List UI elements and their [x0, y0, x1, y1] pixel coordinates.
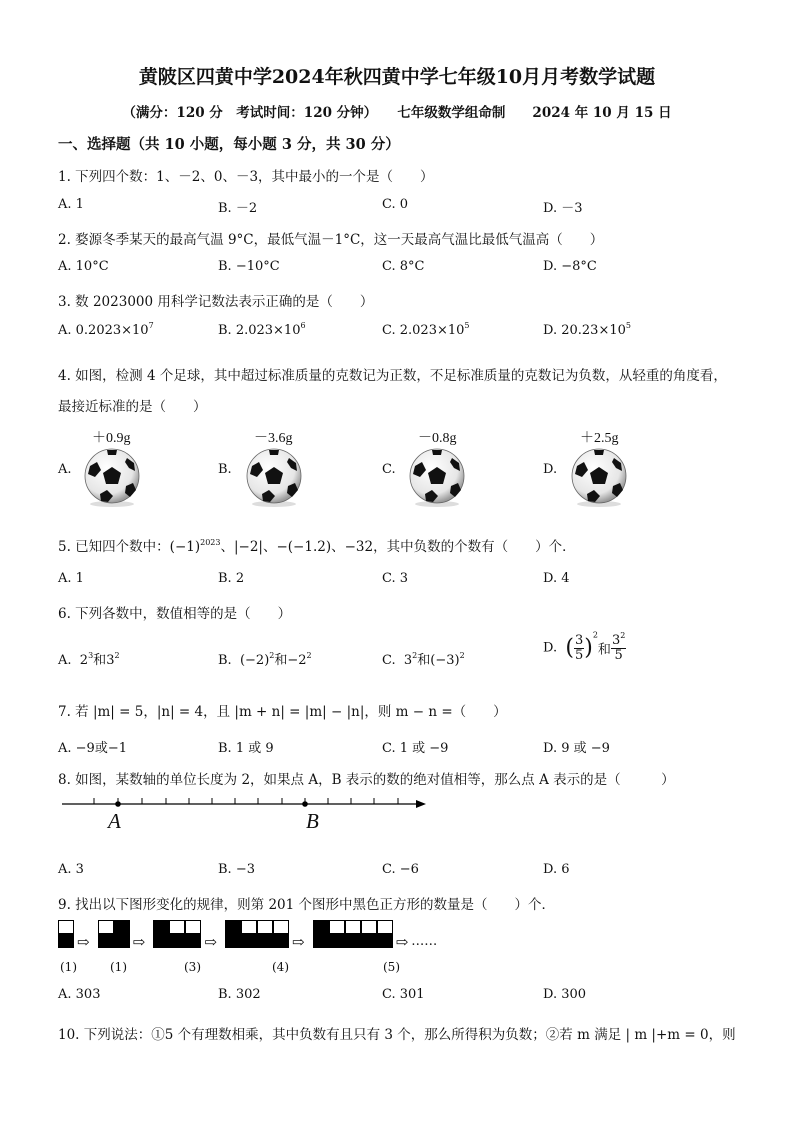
q5-option-c: C. 3 — [382, 571, 409, 586]
q8-option-c: C. −6 — [382, 862, 419, 877]
point-a-dot — [115, 801, 121, 807]
q1-option-c: C. 0 — [382, 197, 409, 212]
q9-option-c: C. 301 — [382, 987, 425, 1002]
figure-1-caption: (1) — [60, 960, 77, 974]
q2-option-c: C. 8°C — [382, 259, 425, 274]
figure-3 — [153, 920, 201, 948]
q6-option-b: B. $(-2)^2$和$-2^2$ — [218, 651, 312, 668]
q9-option-d: D. 300 — [543, 987, 587, 1002]
exam-subtitle: （满分：120 分 考试时间：120 分钟） 七年级数学组命制 2024 年 10 月 15 日 — [122, 105, 672, 121]
q1-option-d: D. －3 — [543, 201, 583, 216]
question-4-stem-line2: 最接近标准的是（ ） — [58, 399, 207, 415]
point-b-dot — [302, 801, 308, 807]
q4-option-a: A. — [58, 462, 72, 477]
q6-option-a: A. $2^3$和$3^2$ — [58, 651, 120, 668]
q4-option-d: D. — [543, 462, 558, 477]
figure-5 — [313, 920, 393, 948]
figure-4-caption: (4) — [272, 960, 289, 974]
soccer-ball-b — [242, 446, 306, 508]
q3-option-a: A. $0.2023\times 10^7$ — [58, 321, 154, 338]
question-6-stem: 6. 下列各数中，数值相等的是（ ） — [58, 606, 292, 622]
question-2-stem: 2. 婺源冬季某天的最高气温 9°C，最低气温－1°C，这一天最高气温比最低气温高（ ） — [58, 232, 604, 248]
q6-option-c: C. $3^2$和$(-3)^2$ — [382, 651, 465, 668]
q1-option-a: A. 1 — [58, 197, 84, 212]
q5-option-a: A. 1 — [58, 571, 84, 586]
question-4-stem-line1: 4. 如图，检测 4 个足球，其中超过标准质量的克数记为正数，不足标准质量的克数记为负数，从轻重的角度看， — [58, 368, 727, 384]
figure-3-caption: (3) — [184, 960, 201, 974]
q6-option-d: D. ( $\frac{3}{5}$ )$^2$和 $\frac{3^2}{5}$ — [543, 630, 626, 663]
soccer-ball-a — [80, 446, 144, 508]
q3-option-c: C. $2.023\times 10^5$ — [382, 321, 470, 338]
question-8-stem: 8. 如图，某数轴的单位长度为 2，如果点 A，B 表示的数的绝对值相等，那么点 A 表示的是（ ） — [58, 772, 675, 788]
q8-option-d: D. 6 — [543, 862, 570, 877]
q7-option-d: D. 9 或 −9 — [543, 741, 610, 756]
q5-option-b: B. 2 — [218, 571, 245, 586]
ball-a-weight: ＋0.9g — [92, 431, 131, 446]
q7-option-a: A. −9或−1 — [58, 741, 127, 756]
question-3-stem: 3. 数 2023000 用科学记数法表示正确的是（ ） — [58, 294, 374, 310]
point-b-label: B — [306, 809, 319, 833]
q3-option-b: B. $2.023\times 10^6$ — [218, 321, 306, 338]
q3-option-d: D. $20.23\times 10^5$ — [543, 321, 631, 338]
pattern-figures: ⇨ ⇨ ⇨ ⇨ ⇨ …… — [58, 920, 437, 948]
figure-1 — [58, 920, 74, 948]
figure-2-caption: (1) — [110, 960, 127, 974]
question-5-stem: 5. 已知四个数中：$(-1)^{2023}$、|−2|、−(−1.2)、−32，其中负数的个数有（ ）个． — [58, 538, 576, 555]
q7-option-b: B. 1 或 9 — [218, 741, 274, 756]
q8-option-a: A. 3 — [58, 862, 84, 877]
question-9-stem: 9. 找出以下图形变化的规律，则第 201 个图形中黑色正方形的数量是（ ）个． — [58, 897, 556, 913]
figure-5-caption: (5) — [383, 960, 400, 974]
q2-option-d: D. −8°C — [543, 259, 597, 274]
figure-2 — [98, 920, 130, 948]
q9-option-a: A. 303 — [58, 987, 101, 1002]
q5-option-d: D. 4 — [543, 571, 570, 586]
ball-d-weight: ＋2.5g — [580, 431, 619, 446]
ball-b-weight: －3.6g — [254, 431, 293, 446]
section-heading: 一、选择题（共 10 小题，每小题 3 分，共 30 分） — [58, 136, 400, 153]
question-10-stem: 10. 下列说法：①5 个有理数相乘，其中负数有且只有 3 个，那么所得积为负数；②若 m 满足 | m |+m = 0，则 — [58, 1027, 736, 1043]
q9-option-b: B. 302 — [218, 987, 261, 1002]
soccer-ball-d — [567, 446, 631, 508]
q4-option-b: B. — [218, 462, 232, 477]
exam-title: 黄陂区四黄中学2024年秋四黄中学七年级10月月考数学试题 — [138, 66, 656, 88]
ball-c-weight: －0.8g — [418, 431, 457, 446]
q7-option-c: C. 1 或 −9 — [382, 741, 449, 756]
question-1-stem: 1. 下列四个数：1、－2、0、－3，其中最小的一个是（ ） — [58, 169, 434, 185]
point-a-label: A — [108, 809, 121, 833]
figure-4 — [225, 920, 289, 948]
q2-option-a: A. 10°C — [58, 259, 109, 274]
q1-option-b: B. －2 — [218, 201, 258, 216]
q8-option-b: B. −3 — [218, 862, 255, 877]
question-7-stem: 7. 若 |m| = 5，|n| = 4，且 |m + n| = |m| − |n|，则 m − n =（ ） — [58, 704, 507, 720]
soccer-ball-c — [405, 446, 469, 508]
q4-option-c: C. — [382, 462, 396, 477]
q2-option-b: B. −10°C — [218, 259, 280, 274]
